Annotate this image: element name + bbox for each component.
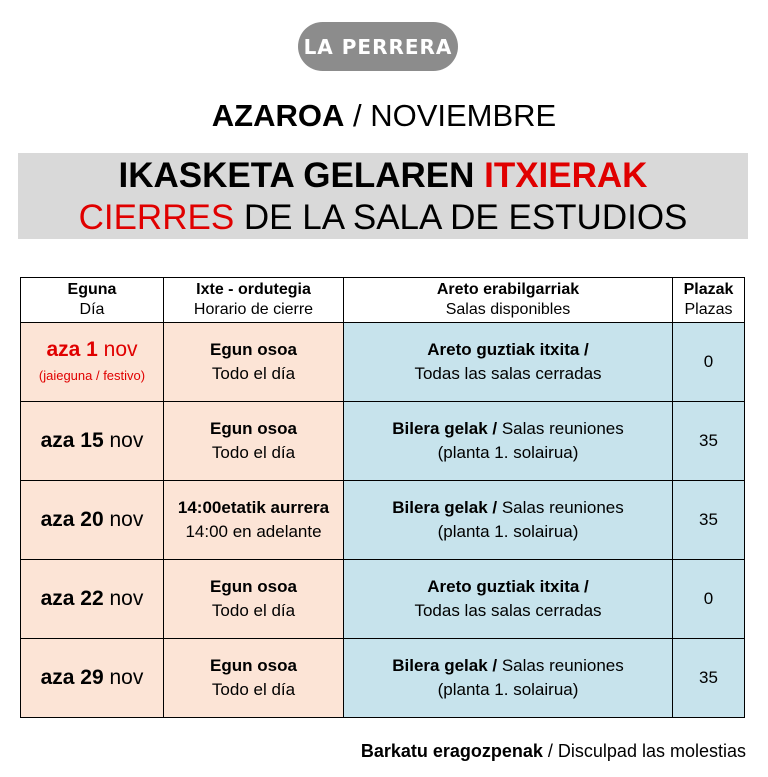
seats-cell: 0 [673,560,745,639]
header-rooms [344,278,673,323]
date-month: nov [103,587,144,610]
table-row [21,560,745,639]
time-eu: Egun osoa [210,656,297,675]
month-sep: / [344,98,371,133]
banner-line-es [18,198,748,238]
rooms-bold: Areto guztiak itxita / [427,340,589,359]
footer-apology [361,739,746,763]
date-month: nov [103,508,144,531]
banner-line-eu [18,154,748,198]
time-eu: Egun osoa [210,419,297,438]
header-rooms-eu: Areto erabilgarriak [436,281,580,298]
rooms-bold: Bilera gelak / [392,656,498,675]
time-eu: Egun osoa [210,340,297,359]
rooms-rest: Salas reuniones [497,419,624,438]
footer-eu: Barkatu eragozpenak [360,741,543,761]
banner-eu-text: IKASKETA GELAREN [118,156,485,195]
time-es: Todo el día [211,443,296,462]
month-title [0,96,768,136]
date-bold: aza 20 [40,508,104,531]
rooms-rest: Salas reuniones [497,656,624,675]
rooms-cell [344,560,673,639]
footer-es: / Disculpad las molestias [542,741,746,761]
date-bold: aza 1 [46,338,98,361]
rooms-line2: Todas las salas cerradas [414,364,602,383]
date-cell [21,402,164,481]
date-value [46,338,137,361]
rooms-line2: (planta 1. solairua) [437,443,579,462]
date-month: nov [103,666,144,689]
time-cell [164,481,344,560]
time-es: Todo el día [211,601,296,620]
rooms-bold: Areto guztiak itxita / [427,577,589,596]
title-banner [18,153,748,239]
rooms-line2: Todas las salas cerradas [414,601,602,620]
header-hours-es: Horario de cierre [193,301,314,318]
header-hours [164,278,344,323]
time-cell [164,323,344,402]
rooms-cell [344,639,673,718]
header-day [21,278,164,323]
seats-cell: 35 [673,402,745,481]
time-es: Todo el día [211,364,296,383]
rooms-bold: Bilera gelak / [392,498,498,517]
date-cell [21,639,164,718]
date-cell [21,323,164,402]
logo: LA PERRERA [298,22,458,71]
time-es: Todo el día [211,680,296,699]
table-row [21,481,745,560]
date-bold: aza 15 [40,429,104,452]
closures-table [20,277,745,718]
time-es: 14:00 en adelante [185,522,322,541]
rooms-line2: (planta 1. solairua) [437,680,579,699]
date-bold: aza 22 [40,587,104,610]
banner-eu-highlight: ITXIERAK [484,156,648,195]
seats-cell: 35 [673,639,745,718]
header-day-es: Día [79,301,105,318]
date-bold: aza 29 [40,666,104,689]
header-seats-es: Plazas [684,301,733,318]
header-rooms-es: Salas disponibles [445,301,571,318]
rooms-bold: Bilera gelak / [392,419,498,438]
header-hours-eu: Ixte - ordutegia [196,281,311,298]
month-eu: AZAROA [211,98,345,133]
date-cell [21,560,164,639]
time-cell [164,560,344,639]
banner-es-highlight: CIERRES [78,198,235,237]
time-cell [164,639,344,718]
table-row [21,323,745,402]
table-row [21,402,745,481]
rooms-cell [344,481,673,560]
rooms-line2: (planta 1. solairua) [437,522,579,541]
date-month: nov [97,338,138,361]
banner-es-text: DE LA SALA DE ESTUDIOS [234,198,688,237]
header-seats-eu: Plazak [683,281,734,298]
date-note: (jaieguna / festivo) [38,368,146,383]
date-month: nov [103,429,144,452]
rooms-rest: Salas reuniones [497,498,624,517]
seats-cell: 35 [673,481,745,560]
header-seats [673,278,745,323]
seats-cell: 0 [673,323,745,402]
table-row [21,639,745,718]
time-eu: Egun osoa [210,577,297,596]
rooms-cell [344,402,673,481]
time-eu: 14:00etatik aurrera [177,498,330,517]
table-header-row [21,278,745,323]
header-day-eu: Eguna [67,281,117,298]
month-es: NOVIEMBRE [370,98,557,133]
date-cell [21,481,164,560]
rooms-cell [344,323,673,402]
time-cell [164,402,344,481]
